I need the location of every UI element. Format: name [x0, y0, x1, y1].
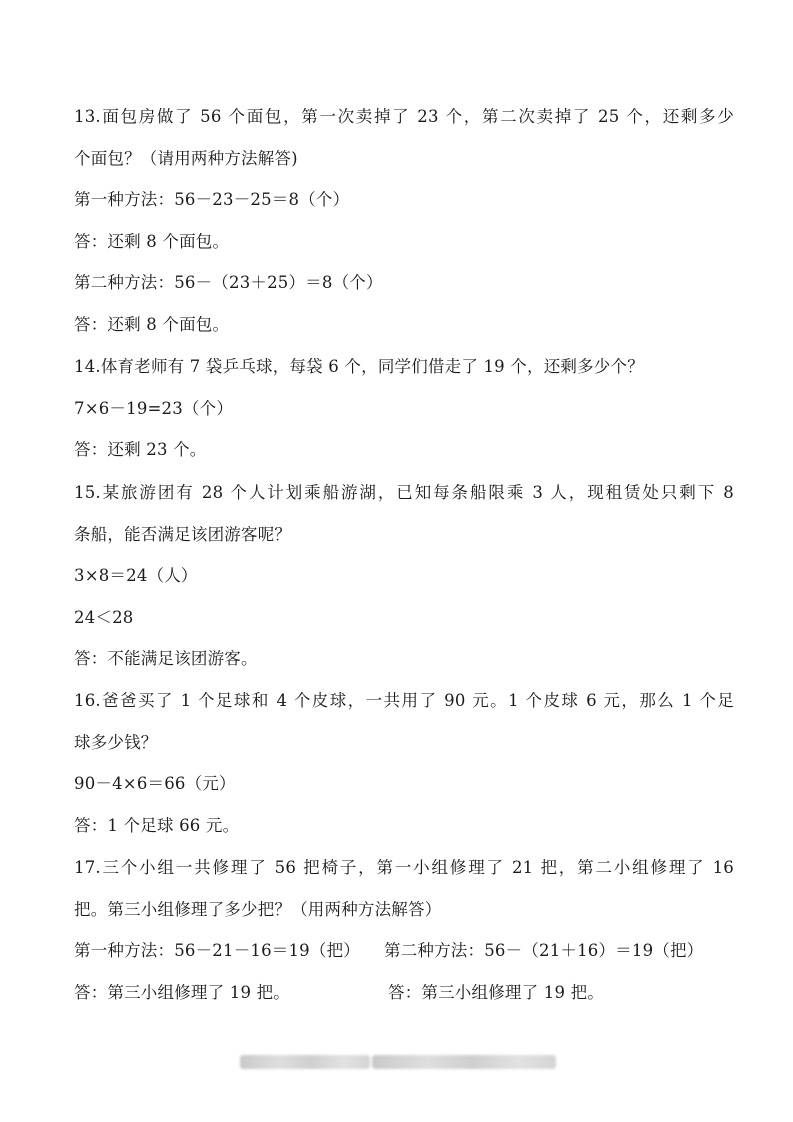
problem-16-answer: 答：1 个足球 66 元。 [74, 816, 240, 835]
problem-16-question-line-2: 球多少钱？ [74, 733, 158, 752]
problem-13-method-2: 第二种方法：56－（23＋25）＝8（个） [74, 273, 383, 292]
problem-15-question-line-2: 条船，能否满足该团游客呢？ [74, 525, 292, 544]
footer-watermark-blur-left [240, 1055, 370, 1069]
problem-15-answer: 答：不能满足该团游客。 [74, 649, 258, 668]
problem-16-question-line-1: 16.爸爸买了 1 个足球和 4 个皮球，一共用了 90 元。1 个皮球 6 元，那么 1 个足 [74, 691, 734, 710]
problem-17-question-line-1: 17.三个小组一共修理了 56 把椅子，第一小组修理了 21 把，第二小组修理了 16 [74, 858, 734, 877]
problem-17-answer-2: 答：第三小组修理了 19 把。 [388, 983, 604, 1002]
problem-17-method-2: 第二种方法：56－（21＋16）＝19（把） [384, 941, 704, 960]
problem-15-question-line-1: 15.某旅游团有 28 个人计划乘船游湖，已知每条船限乘 3 人，现租赁处只剩下 8 [74, 483, 734, 502]
problem-15-calculation-2: 24＜28 [74, 608, 134, 627]
problem-15-calculation-1: 3×8＝24（人） [74, 566, 198, 585]
problem-13-question-line-2: 个面包？（请用两种方法解答) [74, 149, 298, 168]
problem-17-question-line-2: 把。第三小组修理了多少把？（用两种方法解答） [74, 900, 442, 919]
problem-14-question: 14.体育老师有 7 袋乒乓球，每袋 6 个，同学们借走了 19 个，还剩多少个？ [74, 357, 644, 376]
problem-13-question-line-1: 13.面包房做了 56 个面包，第一次卖掉了 23 个，第二次卖掉了 25 个，还剩多少 [74, 107, 734, 126]
problem-17-answer-1: 答：第三小组修理了 19 把。 [74, 983, 290, 1002]
problem-13-method-1: 第一种方法：56－23－25＝8（个） [74, 190, 350, 209]
problem-14-calculation: 7×6－19=23（个） [74, 399, 234, 418]
footer-watermark-blur-right [372, 1055, 556, 1069]
problem-16-calculation: 90－4×6＝66（元） [74, 774, 236, 793]
problem-13-answer-1: 答：还剩 8 个面包。 [74, 232, 230, 251]
problem-17-method-1: 第一种方法：56－21－16＝19（把） [74, 941, 360, 960]
problem-13-answer-2: 答：还剩 8 个面包。 [74, 315, 230, 334]
problem-14-answer: 答：还剩 23 个。 [74, 440, 207, 459]
